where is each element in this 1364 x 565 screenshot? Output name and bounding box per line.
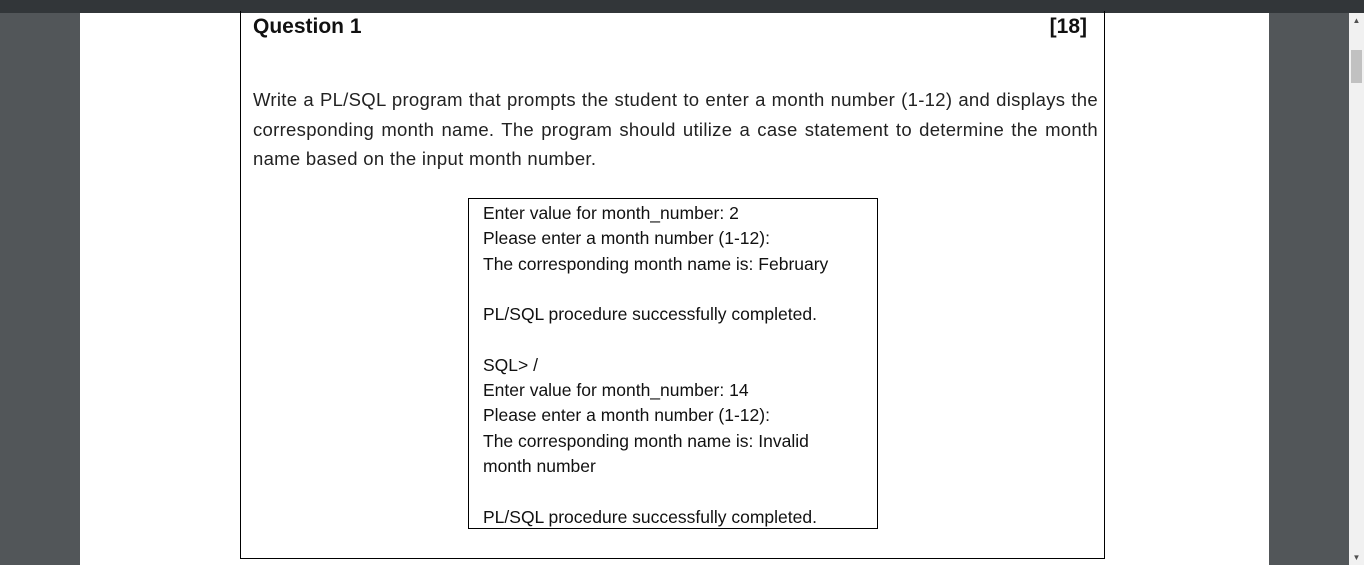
output-line: PL/SQL procedure successfully completed. <box>483 304 817 325</box>
output-line: month number <box>483 455 596 476</box>
question-marks: [18] <box>1049 15 1087 38</box>
scroll-up-arrow-icon[interactable]: ▲ <box>1352 16 1361 25</box>
output-line: Please enter a month number (1-12): <box>483 405 770 426</box>
document-page <box>80 13 1269 565</box>
output-line-blank <box>483 327 877 352</box>
sample-output-box <box>468 198 878 529</box>
output-line: SQL> / <box>483 354 538 375</box>
output-line: The corresponding month name is: Invalid <box>483 430 809 451</box>
question-box <box>240 11 1105 559</box>
output-line: Please enter a month number (1-12): <box>483 228 770 249</box>
output-line: The corresponding month name is: February <box>483 253 829 274</box>
output-line-blank <box>483 277 877 302</box>
question-title: Question 1 <box>253 15 362 38</box>
vertical-scrollbar[interactable] <box>1349 13 1364 565</box>
question-body: Write a PL/SQL program that prompts the student to enter a month number (1-12) and displays the corresponding month name. The program should utilize a case statement to determine the month name based on the input month number. <box>253 89 1098 169</box>
output-line-blank <box>483 479 877 504</box>
output-line: Enter value for month_number: 14 <box>483 380 749 401</box>
scroll-thumb[interactable] <box>1351 50 1362 83</box>
scroll-down-arrow-icon[interactable]: ▼ <box>1352 553 1361 562</box>
output-line: Enter value for month_number: 2 <box>483 203 739 223</box>
output-line: PL/SQL procedure successfully completed. <box>483 506 817 527</box>
